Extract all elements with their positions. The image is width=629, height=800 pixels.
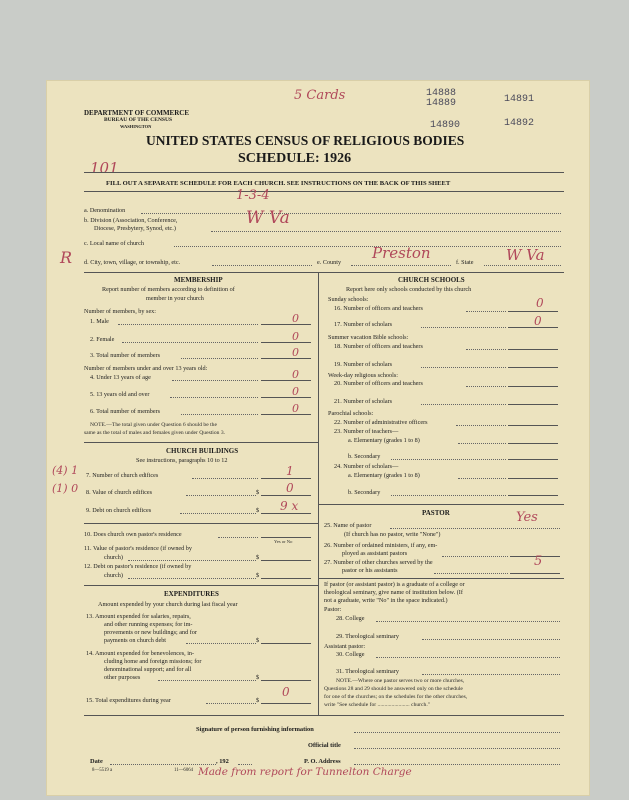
q13-field[interactable] bbox=[261, 643, 311, 644]
dollar-sign: $ bbox=[256, 507, 260, 514]
parochial-label: Parochial schools: bbox=[328, 410, 374, 417]
q12-label: 12. Debt on pastor's residence (if owned by bbox=[84, 563, 192, 570]
membership-subheading: Report number of members according to definition of bbox=[102, 286, 235, 293]
q17-field[interactable] bbox=[508, 327, 558, 328]
leader bbox=[206, 703, 256, 704]
q23-label: 23. Number of teachers— bbox=[334, 428, 399, 435]
q6-field[interactable] bbox=[261, 414, 311, 415]
q28-label: 28. College bbox=[336, 615, 365, 622]
official-title-field[interactable] bbox=[354, 748, 560, 749]
q23a-field[interactable] bbox=[508, 443, 558, 444]
q13-label: 13. Amount expended for salaries, repairs, bbox=[86, 613, 191, 620]
leader bbox=[170, 397, 258, 398]
by-sex-label: Number of members, by sex: bbox=[84, 308, 156, 315]
pastor-note-3: for one of the churches; on the schedules for the other churches, bbox=[324, 694, 468, 700]
pastor-note-2: Questions 28 and 29 should be answered only on the schedule bbox=[324, 686, 463, 692]
q3-value: 0 bbox=[292, 346, 299, 359]
form-number-2: 11—6064 bbox=[174, 768, 194, 773]
rule bbox=[84, 715, 564, 716]
q23b-field[interactable] bbox=[508, 459, 558, 460]
dollar-sign: $ bbox=[256, 674, 260, 681]
leader bbox=[192, 478, 258, 479]
buildings-heading: CHURCH BUILDINGS bbox=[166, 447, 239, 455]
stamp-number: 14892 bbox=[504, 118, 535, 129]
expenditures-subheading: Amount expended by your church during last fiscal year bbox=[98, 601, 238, 608]
form-number: 8—5519 a bbox=[92, 768, 113, 773]
margin-note-r: R bbox=[60, 248, 73, 267]
q1-field[interactable] bbox=[261, 324, 311, 325]
stamp-number: 14888 bbox=[426, 88, 457, 99]
q10-label: 10. Does church own pastor's residence bbox=[84, 531, 182, 538]
leader bbox=[128, 560, 256, 561]
schedule-title: SCHEDULE: 1926 bbox=[238, 151, 352, 166]
leader bbox=[466, 311, 506, 312]
q4-label: 4. Under 13 years of age bbox=[90, 374, 151, 381]
q29-field[interactable] bbox=[422, 639, 560, 640]
q3-field[interactable] bbox=[261, 358, 311, 359]
leader bbox=[391, 459, 506, 460]
county-value: Preston bbox=[372, 244, 431, 262]
q12-field[interactable] bbox=[261, 578, 311, 579]
q19-label: 19. Number of scholars bbox=[334, 361, 393, 368]
rule bbox=[84, 442, 318, 443]
graduate-note: If pastor (or assistant pastor) is a graduate of a college or bbox=[324, 581, 465, 588]
leader bbox=[122, 342, 258, 343]
q27-field[interactable] bbox=[510, 573, 560, 574]
q24-label: 24. Number of scholars— bbox=[334, 463, 399, 470]
leader bbox=[128, 578, 256, 579]
q2-value: 0 bbox=[292, 330, 299, 343]
q2-label: 2. Female bbox=[90, 336, 115, 343]
q13-label-2: and other running expenses; for im- bbox=[104, 621, 193, 628]
q16-label: 16. Number of officers and teachers bbox=[334, 305, 423, 312]
census-schedule-sheet bbox=[46, 80, 590, 796]
leader bbox=[458, 478, 506, 479]
yes-no-hint: Yes or No bbox=[274, 539, 293, 544]
stamp-number: 14891 bbox=[504, 94, 535, 105]
division-label-2: Diocese, Presbytery, Synod, etc.) bbox=[94, 225, 176, 232]
q3-label: 3. Total number of members bbox=[90, 352, 161, 359]
q27-label: 27. Number of other churches served by the bbox=[324, 559, 433, 566]
year-label: , 192 bbox=[216, 758, 229, 765]
q2-field[interactable] bbox=[261, 342, 311, 343]
q20-field[interactable] bbox=[508, 386, 558, 387]
q30-field[interactable] bbox=[376, 657, 560, 658]
membership-note-2: same as the total of males and females given under Question 3. bbox=[84, 430, 226, 436]
rule bbox=[318, 504, 564, 505]
leader bbox=[118, 324, 258, 325]
po-address-field[interactable] bbox=[354, 764, 560, 765]
q8-field[interactable] bbox=[261, 495, 311, 496]
q9-label: 9. Debt on church edifices bbox=[86, 507, 152, 514]
leader bbox=[442, 556, 508, 557]
q9-value: 9 x bbox=[280, 499, 299, 513]
q8-value: 0 bbox=[286, 481, 294, 495]
state-label: f. State bbox=[456, 259, 474, 266]
q26-label-2: ployed as assistant pastors bbox=[342, 550, 408, 557]
q1-label: 1. Male bbox=[90, 318, 109, 325]
q27-value: 5 bbox=[534, 554, 543, 569]
expenditures-heading: EXPENDITURES bbox=[164, 590, 219, 598]
q16-field[interactable] bbox=[508, 311, 558, 312]
q11-field[interactable] bbox=[261, 560, 311, 561]
leader bbox=[456, 425, 506, 426]
q22-field[interactable] bbox=[508, 425, 558, 426]
footer-handwritten-note: Made from report for Tunnelton Charge bbox=[198, 766, 412, 778]
membership-subheading-2: member in your church bbox=[146, 295, 204, 302]
leader bbox=[421, 327, 506, 328]
department-name: DEPARTMENT OF COMMERCE bbox=[84, 109, 190, 117]
age-intro: Number of members under and over 13 years old: bbox=[84, 365, 208, 372]
q6-label: 6. Total number of members bbox=[90, 408, 161, 415]
q24b-field[interactable] bbox=[508, 495, 558, 496]
stamp-number: 14890 bbox=[430, 120, 461, 131]
q21-field[interactable] bbox=[508, 404, 558, 405]
county-label: e. County bbox=[317, 259, 342, 266]
q26-label: 26. Number of ordained ministers, if any, em- bbox=[324, 542, 438, 549]
form-title: UNITED STATES CENSUS OF RELIGIOUS BODIES bbox=[146, 133, 465, 148]
q14-label-2: cluding home and foreign missions; for bbox=[104, 658, 202, 665]
q24a-field[interactable] bbox=[508, 478, 558, 479]
q4-value: 0 bbox=[292, 368, 299, 381]
vacation-label: Summer vacation Bible schools: bbox=[328, 334, 409, 341]
dollar-sign: $ bbox=[256, 637, 260, 644]
membership-heading: MEMBERSHIP bbox=[174, 276, 223, 284]
leader bbox=[218, 537, 258, 538]
state-field[interactable] bbox=[484, 265, 561, 266]
city-name: WASHINGTON bbox=[120, 124, 152, 129]
q23b-label: b. Secondary bbox=[348, 453, 381, 460]
pastor-label: Pastor: bbox=[324, 606, 342, 613]
q4-field[interactable] bbox=[261, 380, 311, 381]
leader bbox=[421, 404, 506, 405]
q7-field[interactable] bbox=[261, 478, 311, 479]
q27-label-2: pastor or his assistants bbox=[342, 567, 398, 574]
q14-field[interactable] bbox=[261, 680, 311, 681]
leader bbox=[181, 358, 258, 359]
rule bbox=[84, 172, 564, 173]
q21-label: 21. Number of scholars bbox=[334, 398, 393, 405]
leader bbox=[186, 495, 256, 496]
leader bbox=[466, 349, 506, 350]
dollar-sign: $ bbox=[256, 489, 260, 496]
q7-value: 1 bbox=[286, 464, 294, 478]
bureau-name: BUREAU OF THE CENSUS bbox=[104, 117, 173, 123]
rule bbox=[84, 523, 318, 524]
q5-label: 5. 13 years old and over bbox=[90, 391, 150, 398]
local-name-label: c. Local name of church bbox=[84, 240, 144, 247]
leader bbox=[434, 573, 508, 574]
q24b-label: b. Secondary bbox=[348, 489, 381, 496]
q15-field[interactable] bbox=[261, 703, 311, 704]
q14-label-4: other purposes bbox=[104, 674, 141, 681]
q5-field[interactable] bbox=[261, 397, 311, 398]
dollar-sign: $ bbox=[256, 572, 260, 579]
pastor-note-4: write "See schedule for ....................... church." bbox=[324, 702, 431, 708]
assistant-label: Assistant pastor: bbox=[324, 643, 366, 650]
q18-field[interactable] bbox=[508, 349, 558, 350]
rule bbox=[84, 272, 564, 273]
q31-label: 31. Theological seminary bbox=[336, 668, 399, 675]
schools-heading: CHURCH SCHOOLS bbox=[398, 276, 465, 284]
stamp-number: 14889 bbox=[426, 98, 457, 109]
instruction-banner: FILL OUT A SEPARATE SCHEDULE FOR EACH CHURCH. SEE INSTRUCTIONS ON THE BACK OF THIS SHEET bbox=[106, 180, 451, 187]
q15-label: 15. Total expenditures during year bbox=[86, 697, 171, 704]
q19-field[interactable] bbox=[508, 367, 558, 368]
margin-note-2: (1) 0 bbox=[52, 482, 79, 495]
date-field[interactable] bbox=[110, 764, 216, 765]
q7-label: 7. Number of church edifices bbox=[86, 472, 159, 479]
city-field[interactable] bbox=[212, 265, 312, 266]
q5-value: 0 bbox=[292, 385, 299, 398]
leader bbox=[391, 495, 506, 496]
po-address-label: P. O. Address bbox=[304, 758, 341, 765]
local-name-field[interactable] bbox=[174, 246, 561, 247]
q13-label-3: provements or new buildings; and for bbox=[104, 629, 197, 636]
q17-label: 17. Number of scholars bbox=[334, 321, 393, 328]
q10-field[interactable] bbox=[261, 537, 311, 538]
county-field[interactable] bbox=[351, 265, 451, 266]
signature-label: Signature of person furnishing information bbox=[196, 726, 314, 733]
q29-label: 29. Theological seminary bbox=[336, 633, 399, 640]
official-title-label: Official title bbox=[308, 742, 341, 749]
weekday-label: Week-day religious schools: bbox=[328, 372, 398, 379]
number-note: 101 bbox=[90, 159, 119, 177]
cards-note: 5 Cards bbox=[294, 88, 346, 103]
division-field[interactable] bbox=[211, 231, 561, 232]
buildings-subheading: See instructions, paragraphs 10 to 12 bbox=[136, 457, 228, 464]
q11-label: 11. Value of pastor's residence (if owned by bbox=[84, 545, 192, 552]
q25-value: Yes bbox=[516, 510, 538, 525]
q28-field[interactable] bbox=[376, 621, 560, 622]
signature-field[interactable] bbox=[354, 732, 560, 733]
leader bbox=[466, 386, 506, 387]
margin-note-1: (4) 1 bbox=[52, 464, 79, 477]
q13-label-4: payments on church debt bbox=[104, 637, 167, 644]
graduate-note-3: not a graduate, write "No" in the space indicated.) bbox=[324, 597, 448, 604]
code-note: 1-3-4 bbox=[236, 188, 270, 203]
q14-label: 14. Amount expended for benevolences, in- bbox=[86, 650, 195, 657]
q31-field[interactable] bbox=[422, 674, 560, 675]
graduate-note-2: theological seminary, give name of institution below. (If bbox=[324, 589, 463, 596]
q1-value: 0 bbox=[292, 312, 299, 325]
q30-label: 30. College bbox=[336, 651, 365, 658]
dollar-sign: $ bbox=[256, 697, 260, 704]
leader bbox=[421, 367, 506, 368]
schools-subheading: Report here only schools conducted by this church bbox=[346, 286, 472, 293]
q17-value: 0 bbox=[534, 314, 542, 328]
q20-label: 20. Number of officers and teachers bbox=[334, 380, 423, 387]
q22-label: 22. Number of administrative officers bbox=[334, 419, 428, 426]
q9-field[interactable] bbox=[261, 513, 311, 514]
q24a-label: a. Elementary (grades 1 to 8) bbox=[348, 472, 420, 479]
dollar-sign: $ bbox=[256, 554, 260, 561]
q8-label: 8. Value of church edifices bbox=[86, 489, 153, 496]
city-label: d. City, town, village, or township, etc. bbox=[84, 259, 181, 266]
q6-value: 0 bbox=[292, 402, 299, 415]
rule bbox=[84, 585, 318, 586]
year-field[interactable] bbox=[238, 764, 252, 765]
column-divider bbox=[318, 272, 319, 715]
division-value: W Va bbox=[246, 208, 290, 228]
leader bbox=[181, 414, 258, 415]
membership-note: NOTE.—The total given under Question 6 should be the bbox=[90, 422, 217, 428]
leader bbox=[180, 513, 256, 514]
denomination-field[interactable] bbox=[141, 213, 561, 214]
q25-note: (If church has no pastor, write "None") bbox=[344, 531, 441, 538]
leader bbox=[186, 643, 256, 644]
date-label: Date bbox=[90, 758, 103, 765]
denomination-label: a. Denomination bbox=[84, 207, 126, 214]
division-label: b. Division (Association, Conference, bbox=[84, 217, 178, 224]
q12-label-2: church) bbox=[104, 572, 123, 579]
q16-value: 0 bbox=[536, 296, 544, 310]
q23a-label: a. Elementary (grades 1 to 8) bbox=[348, 437, 420, 444]
q25-label: 25. Name of pastor bbox=[324, 522, 372, 529]
pastor-note: NOTE.—Where one pastor serves two or more churches, bbox=[336, 678, 465, 684]
q18-label: 18. Number of officers and teachers bbox=[334, 343, 423, 350]
leader bbox=[458, 443, 506, 444]
rule bbox=[84, 191, 564, 192]
sunday-label: Sunday schools: bbox=[328, 296, 369, 303]
rule bbox=[318, 578, 564, 579]
q25-field[interactable] bbox=[390, 528, 560, 529]
leader bbox=[158, 680, 256, 681]
pastor-heading: PASTOR bbox=[422, 509, 450, 517]
q11-label-2: church) bbox=[104, 554, 123, 561]
leader bbox=[172, 380, 258, 381]
q15-value: 0 bbox=[282, 685, 290, 699]
state-value: W Va bbox=[506, 246, 545, 264]
q14-label-3: denominational support; and for all bbox=[104, 666, 192, 673]
